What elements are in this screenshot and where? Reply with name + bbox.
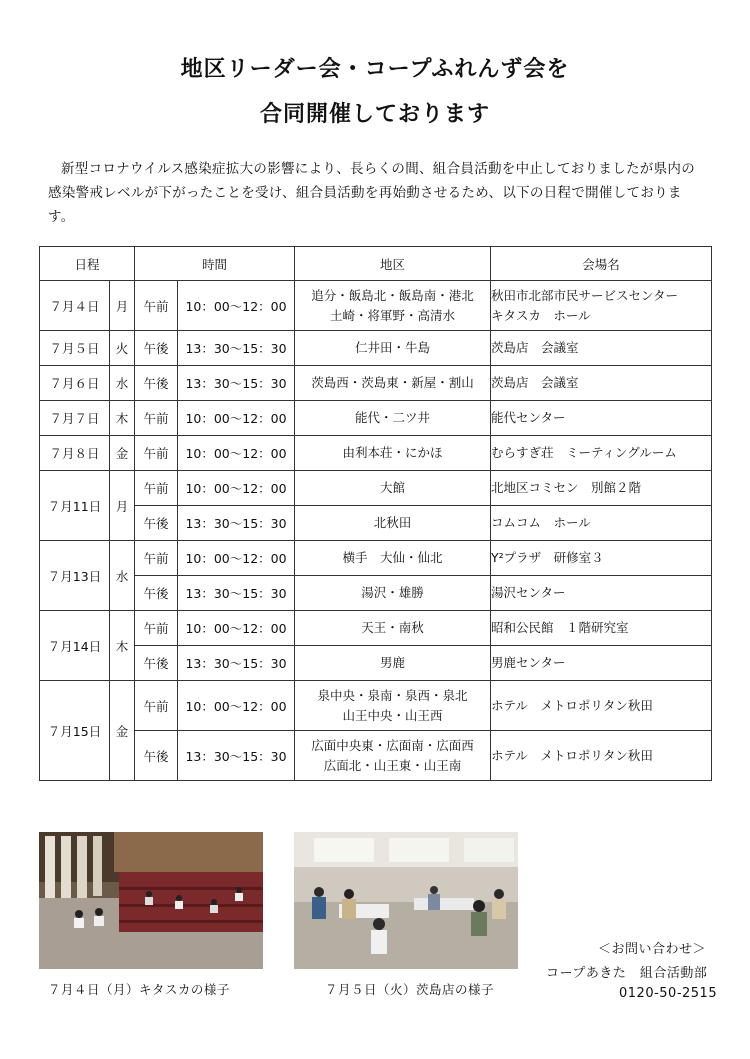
- cell-date: ７月６日: [40, 366, 110, 401]
- cell-ampm: 午前: [135, 681, 178, 731]
- cell-time: 10：00～12：00: [178, 401, 295, 436]
- cell-area: [295, 576, 491, 611]
- table-row: [40, 506, 712, 541]
- page-title-line2: 合同開催しております: [259, 101, 490, 127]
- cell-ampm: 午前: [135, 471, 178, 506]
- contact-heading: ＜お問い合わせ＞: [598, 942, 707, 957]
- area-line-1: 追分・飯島北・飯島南・港北: [311, 287, 474, 303]
- cell-weekday: 水: [110, 366, 135, 401]
- area-line-1: 茨島西・茨島東・新屋・割山: [311, 375, 474, 390]
- cell-area: [295, 611, 491, 646]
- cell-venue: [491, 471, 712, 506]
- contact-organization: コープあきた 組合活動部: [546, 966, 708, 981]
- area-line-1: 由利本荘・にかほ: [342, 445, 443, 460]
- venue-line-2: キタスカ ホール: [491, 307, 591, 323]
- area-line-1: 大館: [380, 480, 406, 495]
- cell-time: 13：30～15：30: [178, 576, 295, 611]
- cell-ampm: 午後: [135, 331, 178, 366]
- table-row: [40, 681, 712, 731]
- cell-area: [295, 681, 491, 731]
- cell-venue: [491, 436, 712, 471]
- table-row: [40, 331, 712, 366]
- venue-line-1: 茨島店 会議室: [491, 375, 579, 390]
- table-row: [40, 646, 712, 681]
- venue-line-1: 北地区コミセン 別館２階: [491, 480, 642, 495]
- area-line-1: 天王・南秋: [361, 620, 424, 635]
- photo-caption-1: ７月４日（月）キタスカの様子: [48, 982, 230, 997]
- table-row: [40, 366, 712, 401]
- cell-venue: [491, 611, 712, 646]
- cell-weekday: 水: [110, 541, 135, 611]
- cell-time: 13：30～15：30: [178, 646, 295, 681]
- cell-venue: [491, 576, 712, 611]
- cell-time: 10：00～12：00: [178, 436, 295, 471]
- cell-weekday: 月: [110, 281, 135, 331]
- table-row: [40, 611, 712, 646]
- cell-ampm: 午後: [135, 506, 178, 541]
- venue-line-1: 昭和公民館 １階研究室: [491, 620, 629, 635]
- cell-venue: [491, 331, 712, 366]
- area-line-2: 山王中央・山王西: [342, 707, 443, 723]
- table-row: [40, 401, 712, 436]
- cell-area: [295, 436, 491, 471]
- area-line-2: 土崎・将軍野・高清水: [330, 307, 456, 323]
- cell-ampm: 午後: [135, 646, 178, 681]
- photo-barajima-store: [294, 832, 518, 969]
- cell-ampm: 午後: [135, 731, 178, 781]
- cell-area: [295, 401, 491, 436]
- header-time: 時間: [135, 247, 295, 281]
- cell-ampm: 午前: [135, 611, 178, 646]
- cell-ampm: 午前: [135, 401, 178, 436]
- table-row: [40, 541, 712, 576]
- cell-venue: [491, 401, 712, 436]
- cell-ampm: 午後: [135, 366, 178, 401]
- cell-date: ７月13日: [40, 541, 110, 611]
- area-line-1: 北秋田: [373, 515, 412, 530]
- cell-time: 13：30～15：30: [178, 731, 295, 781]
- venue-line-1: コムコム ホール: [491, 515, 591, 530]
- area-line-1: 仁井田・牛島: [355, 340, 431, 355]
- cell-date: ７月７日: [40, 401, 110, 436]
- venue-line-1: ホテル メトロポリタン秋田: [491, 697, 653, 713]
- cell-weekday: 金: [110, 681, 135, 781]
- table-row: [40, 471, 712, 506]
- cell-time: 10：00～12：00: [178, 471, 295, 506]
- table-row: [40, 576, 712, 611]
- header-area: 地区: [295, 247, 491, 281]
- table-row: [40, 731, 712, 781]
- cell-venue: [491, 366, 712, 401]
- cell-weekday: 木: [110, 611, 135, 681]
- cell-area: [295, 646, 491, 681]
- header-venue: 会場名: [491, 247, 712, 281]
- cell-venue: [491, 541, 712, 576]
- cell-time: 10：00～12：00: [178, 611, 295, 646]
- schedule-table: [39, 246, 712, 781]
- cell-ampm: 午前: [135, 436, 178, 471]
- venue-line-1: Y²プラザ 研修室３: [491, 550, 604, 565]
- cell-weekday: 火: [110, 331, 135, 366]
- table-row: [40, 436, 712, 471]
- cell-date: ７月５日: [40, 331, 110, 366]
- cell-venue: [491, 646, 712, 681]
- cell-ampm: 午前: [135, 281, 178, 331]
- contact-phone: 0120-50-2515: [619, 986, 718, 1001]
- cell-date: ７月14日: [40, 611, 110, 681]
- venue-line-1: 茨島店 会議室: [491, 340, 579, 355]
- header-date: 日程: [40, 247, 135, 281]
- cell-time: 10：00～12：00: [178, 541, 295, 576]
- venue-line-1: 男鹿センター: [491, 655, 566, 670]
- cell-venue: [491, 681, 712, 731]
- photo-kitasuka-hall: [39, 832, 263, 969]
- cell-ampm: 午後: [135, 576, 178, 611]
- cell-time: 13：30～15：30: [178, 506, 295, 541]
- area-line-1: 能代・二ツ井: [355, 410, 431, 425]
- table-header-row: [40, 247, 712, 281]
- schedule-body: [40, 281, 712, 781]
- area-line-1: 湯沢・雄勝: [361, 585, 424, 600]
- area-line-1: 横手 大仙・仙北: [342, 550, 443, 565]
- cell-area: [295, 331, 491, 366]
- area-line-1: 男鹿: [380, 655, 406, 670]
- venue-line-1: 湯沢センター: [491, 585, 566, 600]
- area-line-2: 広面北・山王東・山王南: [323, 757, 462, 773]
- cell-time: 13：30～15：30: [178, 366, 295, 401]
- cell-area: [295, 731, 491, 781]
- area-line-1: 広面中央東・広面南・広面西: [311, 737, 474, 753]
- cell-time: 13：30～15：30: [178, 331, 295, 366]
- cell-area: [295, 366, 491, 401]
- venue-line-1: 能代センター: [491, 410, 566, 425]
- cell-date: ７月８日: [40, 436, 110, 471]
- cell-ampm: 午前: [135, 541, 178, 576]
- venue-line-1: ホテル メトロポリタン秋田: [491, 747, 653, 763]
- cell-area: [295, 281, 491, 331]
- table-row: [40, 281, 712, 331]
- cell-venue: [491, 506, 712, 541]
- cell-weekday: 木: [110, 401, 135, 436]
- cell-venue: [491, 731, 712, 781]
- area-line-1: 泉中央・泉南・泉西・泉北: [317, 687, 468, 703]
- cell-date: ７月４日: [40, 281, 110, 331]
- cell-date: ７月15日: [40, 681, 110, 781]
- cell-time: 10：00～12：00: [178, 281, 295, 331]
- page-title-line1: 地区リーダー会・コープふれんず会を: [180, 56, 570, 82]
- photo-caption-2: ７月５日（火）茨島店の様子: [325, 982, 495, 997]
- cell-time: 10：00～12：00: [178, 681, 295, 731]
- cell-weekday: 金: [110, 436, 135, 471]
- cell-area: [295, 541, 491, 576]
- venue-line-1: むらすぎ荘 ミーティングルーム: [491, 445, 677, 460]
- cell-weekday: 月: [110, 471, 135, 541]
- cell-area: [295, 471, 491, 506]
- cell-date: ７月11日: [40, 471, 110, 541]
- intro-paragraph: 新型コロナウイルス感染症拡大の影響により、長らくの間、組合員活動を中止しておりましたが県内の感染警戒レベルが下がったことを受け、組合員活動を再始動させるため、以下の日程で開催しております。: [48, 161, 695, 225]
- cell-venue: [491, 281, 712, 331]
- cell-area: [295, 506, 491, 541]
- venue-line-1: 秋田市北部市民サービスセンター: [491, 287, 679, 303]
